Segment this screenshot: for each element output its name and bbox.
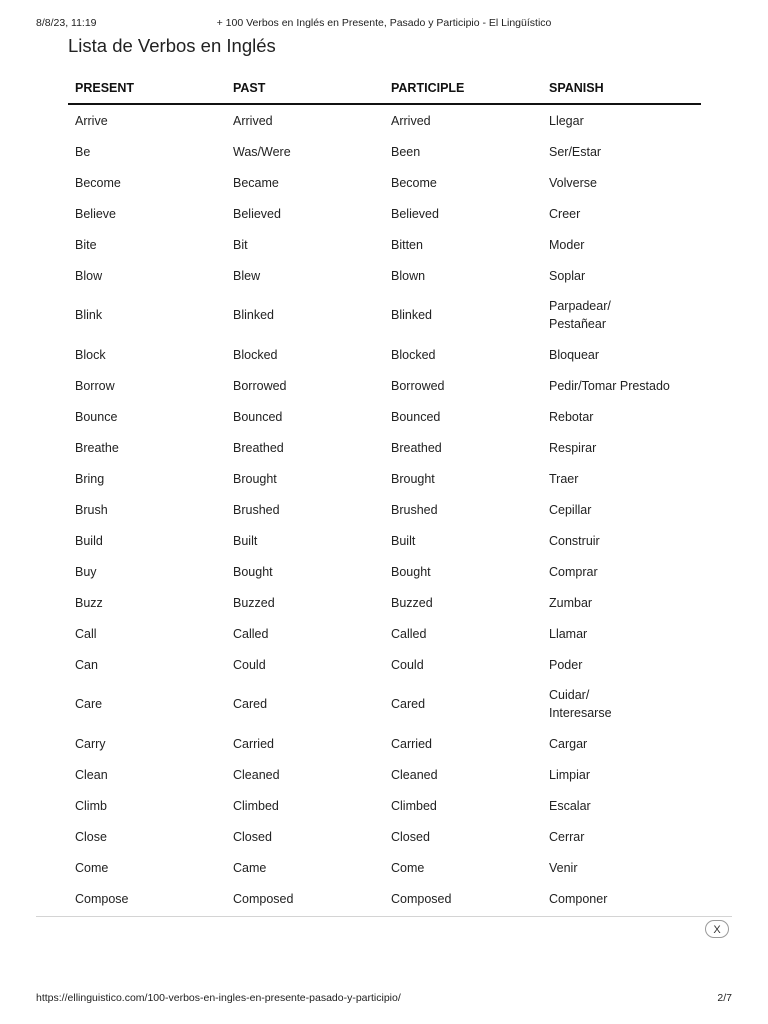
header-spanish: SPANISH <box>542 72 701 104</box>
table-row <box>68 556 701 587</box>
cell-present: Compose <box>75 891 129 906</box>
cell-spanish: Traer <box>549 471 579 486</box>
cell-participle: Could <box>391 657 424 672</box>
table-row <box>68 759 701 790</box>
cell-present: Bring <box>75 471 105 486</box>
cell-participle: Bounced <box>391 409 441 424</box>
cell-past: Bought <box>233 564 273 579</box>
header-past: PAST <box>226 72 384 104</box>
cell-participle: Buzzed <box>391 595 433 610</box>
cell-spanish: Soplar <box>549 268 586 283</box>
cell-spanish: Comprar <box>549 564 598 579</box>
cell-past: Called <box>233 626 269 641</box>
verbs-table-container <box>68 72 701 914</box>
cell-past: Brushed <box>233 502 280 517</box>
table-row <box>68 370 701 401</box>
cell-spanish: Poder <box>549 657 583 672</box>
cell-past: Became <box>233 175 279 190</box>
cell-past: Arrived <box>233 113 273 128</box>
cell-past: Cleaned <box>233 767 280 782</box>
cell-present: Become <box>75 175 121 190</box>
cell-spanish: Pedir/Tomar Prestado <box>549 378 670 393</box>
cell-spanish: Cuidar/ Interesarse <box>549 688 612 720</box>
cell-present: Buzz <box>75 595 103 610</box>
table-row <box>68 167 701 198</box>
cell-spanish: Creer <box>549 206 581 221</box>
cell-present: Come <box>75 860 109 875</box>
table-row <box>68 229 701 260</box>
table-row <box>68 339 701 370</box>
table-row <box>68 260 701 291</box>
cell-past: Blew <box>233 268 261 283</box>
print-datetime: 8/8/23, 11:19 <box>36 17 97 29</box>
table-header-row <box>68 72 701 104</box>
cell-spanish: Componer <box>549 891 608 906</box>
cell-participle: Blown <box>391 268 426 283</box>
cell-past: Carried <box>233 736 274 751</box>
cell-participle: Brought <box>391 471 435 486</box>
cell-past: Borrowed <box>233 378 287 393</box>
cell-present: Carry <box>75 736 106 751</box>
table-row <box>68 728 701 759</box>
cell-participle: Called <box>391 626 427 641</box>
cell-present: Be <box>75 144 91 159</box>
cell-present: Blink <box>75 308 103 322</box>
print-header <box>36 17 732 33</box>
table-row <box>68 432 701 463</box>
cell-spanish: Llegar <box>549 113 584 128</box>
table-row <box>68 401 701 432</box>
print-url: https://ellinguistico.com/100-verbos-en-ingles-en-presente-pasado-y-participio/ <box>36 992 401 1004</box>
cell-spanish: Venir <box>549 860 578 875</box>
table-row <box>68 883 701 914</box>
page-divider <box>36 916 732 917</box>
cell-present: Block <box>75 347 106 362</box>
cell-participle: Closed <box>391 829 430 844</box>
cell-present: Clean <box>75 767 108 782</box>
print-document-title: + 100 Verbos en Inglés en Presente, Pasado y Participio - El Lingüístico <box>216 17 552 29</box>
table-row <box>68 198 701 229</box>
cell-past: Bit <box>233 237 248 252</box>
cell-spanish: Volverse <box>549 175 597 190</box>
cell-present: Blow <box>75 268 103 283</box>
table-row <box>68 618 701 649</box>
cell-past: Composed <box>233 891 294 906</box>
cell-participle: Climbed <box>391 798 437 813</box>
print-footer <box>36 992 732 1006</box>
cell-present: Arrive <box>75 113 108 128</box>
cell-participle: Bought <box>391 564 431 579</box>
cell-past: Closed <box>233 829 272 844</box>
cell-spanish: Parpadear/ Pestañear <box>549 299 611 331</box>
cell-present: Bite <box>75 237 97 252</box>
cell-participle: Blinked <box>391 308 432 322</box>
cell-participle: Blocked <box>391 347 436 362</box>
cell-present: Can <box>75 657 98 672</box>
cell-participle: Borrowed <box>391 378 445 393</box>
table-row <box>68 821 701 852</box>
table-row <box>68 136 701 167</box>
header-participle: PARTICIPLE <box>384 72 542 104</box>
cell-participle: Come <box>391 860 425 875</box>
cell-past: Brought <box>233 471 277 486</box>
cell-past: Built <box>233 533 258 548</box>
header-present: PRESENT <box>68 72 226 104</box>
table-row <box>68 463 701 494</box>
table-body <box>68 104 701 914</box>
cell-present: Bounce <box>75 409 118 424</box>
cell-spanish: Cargar <box>549 736 588 751</box>
close-button[interactable]: X <box>705 920 729 938</box>
table-row <box>68 680 701 728</box>
cell-spanish: Bloquear <box>549 347 600 362</box>
cell-present: Believe <box>75 206 116 221</box>
cell-participle: Brushed <box>391 502 438 517</box>
cell-past: Blinked <box>233 308 274 322</box>
cell-participle: Believed <box>391 206 439 221</box>
cell-past: Bounced <box>233 409 283 424</box>
table-row <box>68 494 701 525</box>
cell-present: Call <box>75 626 97 641</box>
table-row <box>68 790 701 821</box>
cell-present: Climb <box>75 798 107 813</box>
verbs-table <box>68 72 701 914</box>
table-row <box>68 525 701 556</box>
cell-spanish: Cepillar <box>549 502 592 517</box>
cell-participle: Breathed <box>391 440 442 455</box>
table-row <box>68 852 701 883</box>
cell-participle: Been <box>391 144 421 159</box>
cell-past: Blocked <box>233 347 278 362</box>
cell-present: Borrow <box>75 378 115 393</box>
cell-spanish: Escalar <box>549 798 591 813</box>
cell-spanish: Cerrar <box>549 829 585 844</box>
cell-participle: Bitten <box>391 237 423 252</box>
cell-past: Could <box>233 657 266 672</box>
cell-spanish: Zumbar <box>549 595 593 610</box>
cell-past: Buzzed <box>233 595 275 610</box>
cell-spanish: Rebotar <box>549 409 594 424</box>
cell-participle: Arrived <box>391 113 431 128</box>
cell-past: Breathed <box>233 440 284 455</box>
table-row <box>68 104 701 136</box>
cell-past: Cared <box>233 697 268 711</box>
cell-past: Believed <box>233 206 281 221</box>
cell-past: Climbed <box>233 798 279 813</box>
cell-present: Close <box>75 829 107 844</box>
cell-spanish: Llamar <box>549 626 588 641</box>
cell-participle: Cleaned <box>391 767 438 782</box>
cell-spanish: Limpiar <box>549 767 590 782</box>
cell-participle: Composed <box>391 891 452 906</box>
cell-present: Breathe <box>75 440 119 455</box>
cell-spanish: Ser/Estar <box>549 144 602 159</box>
cell-present: Brush <box>75 502 108 517</box>
cell-past: Came <box>233 860 267 875</box>
cell-spanish: Construir <box>549 533 600 548</box>
cell-participle: Cared <box>391 697 426 711</box>
cell-participle: Carried <box>391 736 432 751</box>
page-title: Lista de Verbos en Inglés <box>68 35 276 56</box>
page-number: 2/7 <box>717 992 732 1004</box>
cell-present: Build <box>75 533 103 548</box>
cell-participle: Built <box>391 533 416 548</box>
cell-participle: Become <box>391 175 437 190</box>
cell-spanish: Respirar <box>549 440 597 455</box>
cell-present: Care <box>75 697 103 711</box>
table-row <box>68 587 701 618</box>
cell-present: Buy <box>75 564 97 579</box>
table-row <box>68 291 701 339</box>
cell-past: Was/Were <box>233 144 291 159</box>
table-row <box>68 649 701 680</box>
cell-spanish: Moder <box>549 237 585 252</box>
